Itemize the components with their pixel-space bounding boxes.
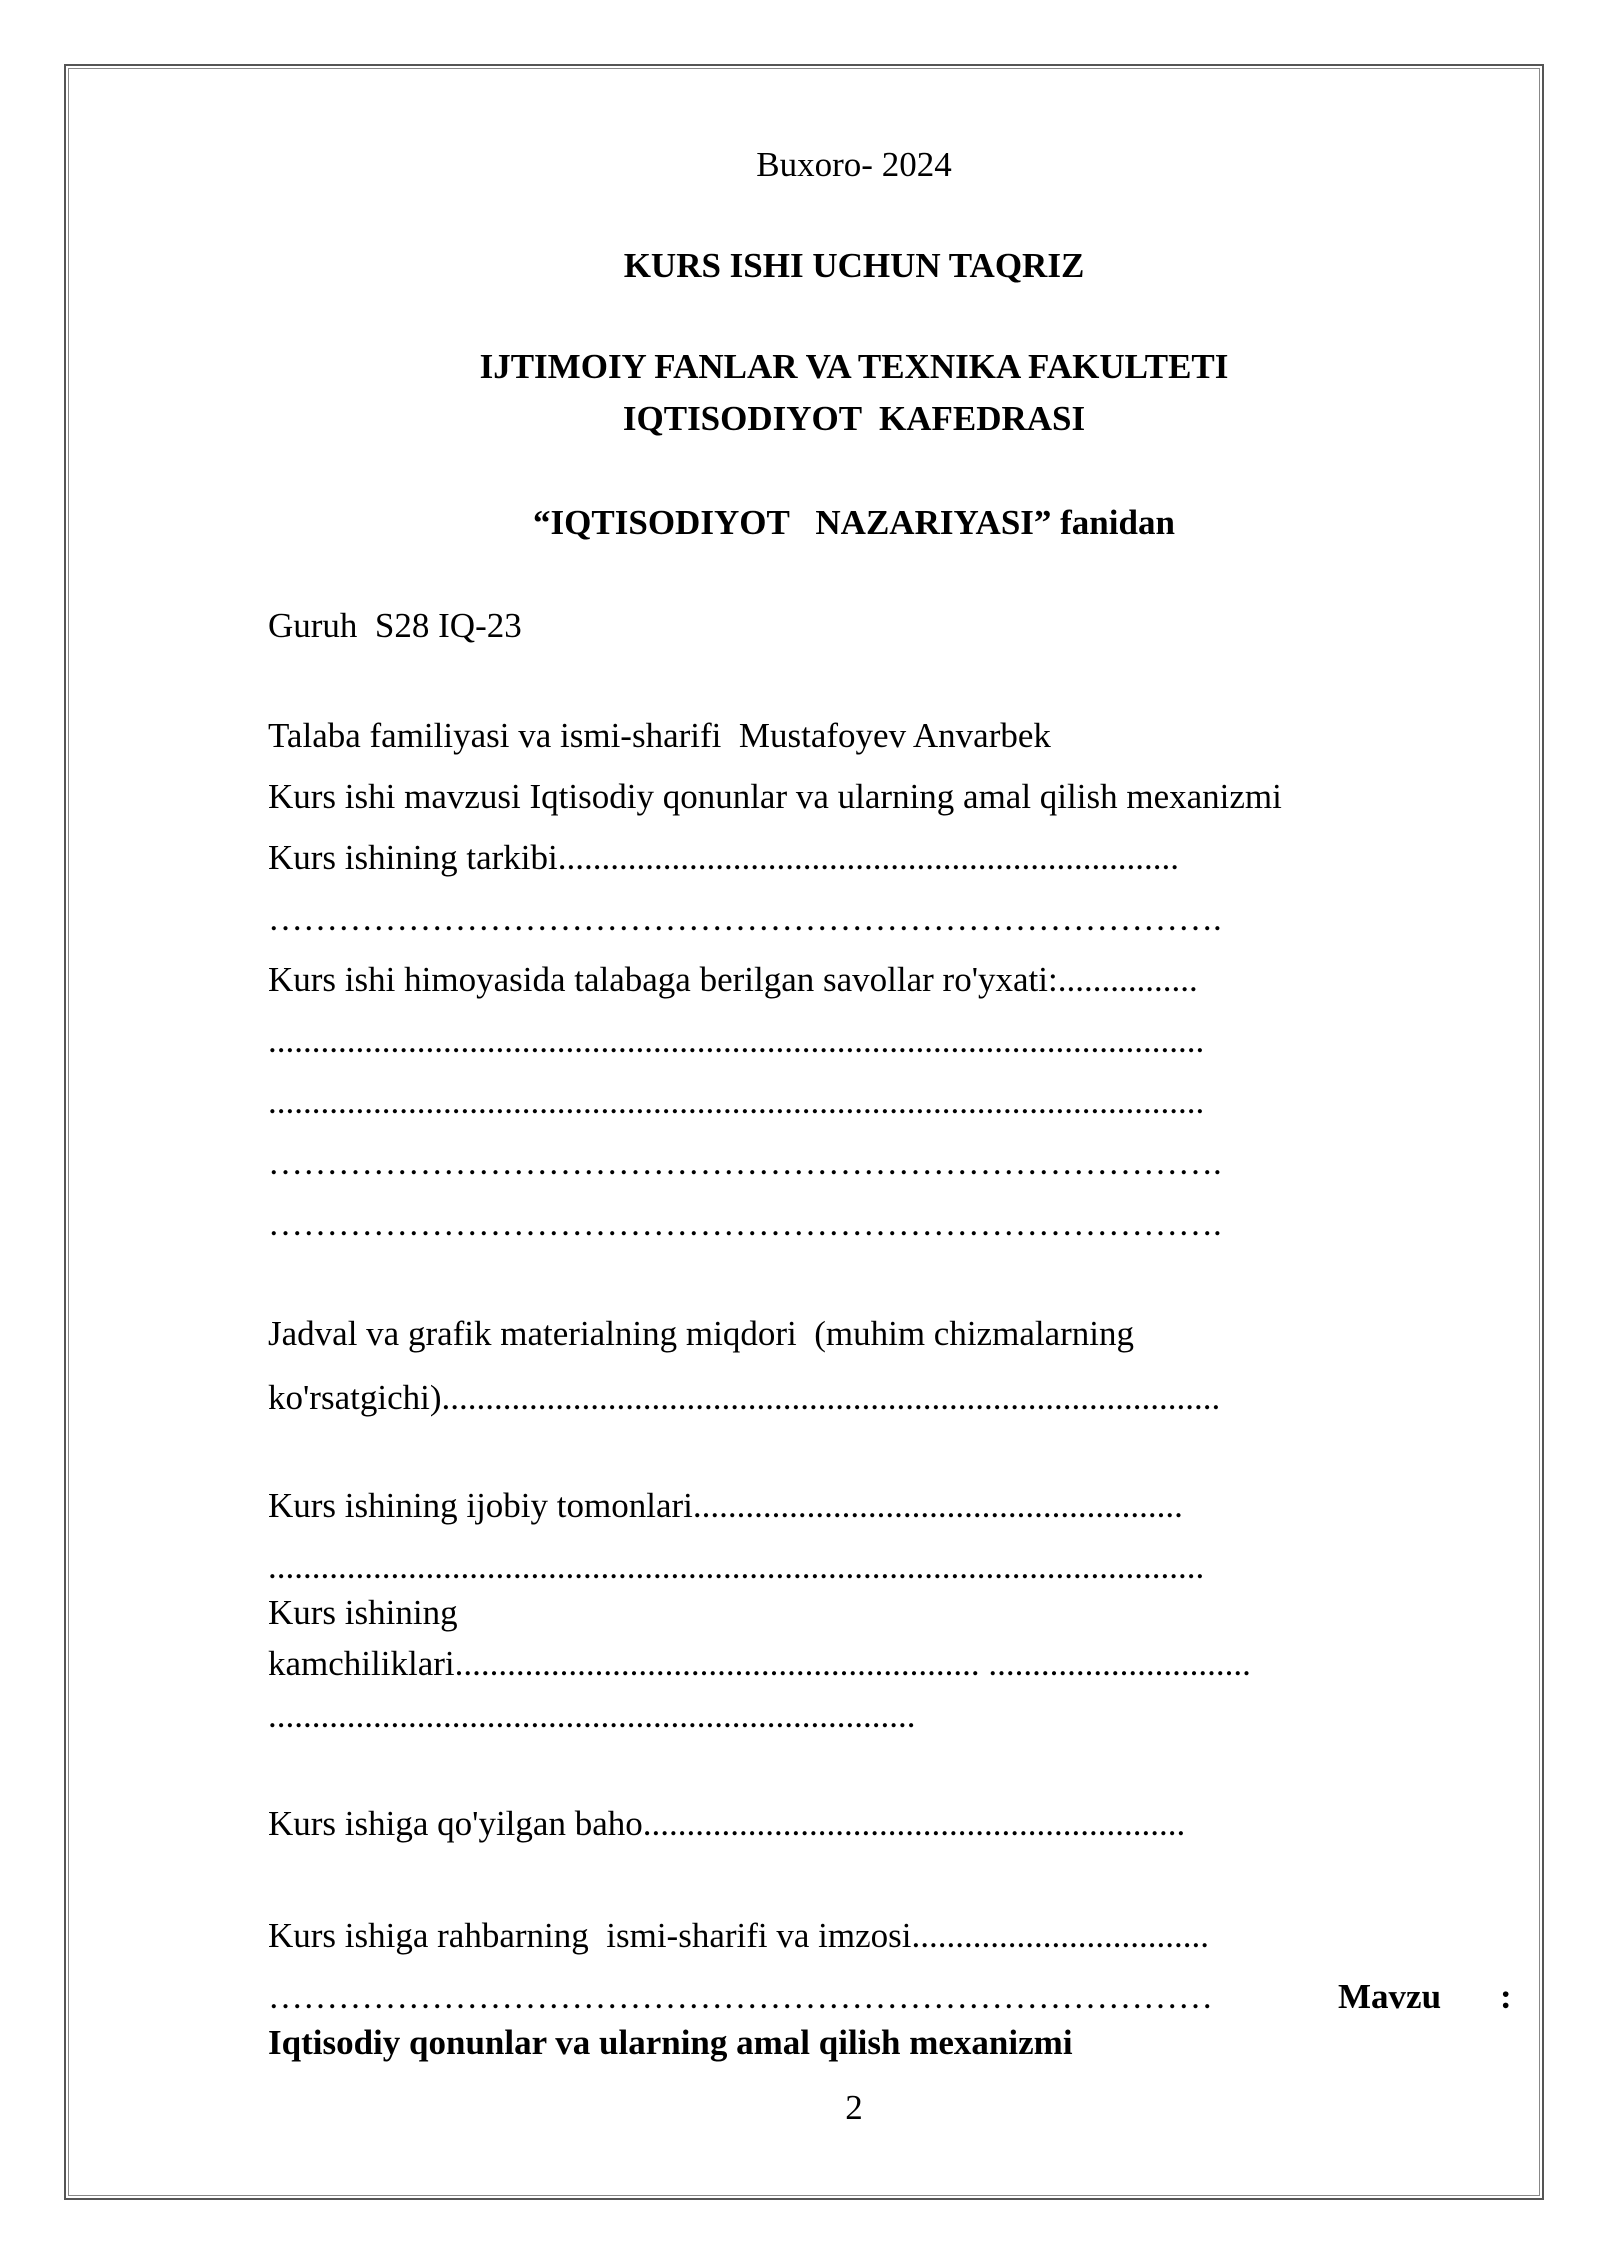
- subject-name: “IQTISODIYOT NAZARIYASI” fanidan: [533, 503, 1175, 542]
- mavzu-value: Iqtisodiy qonunlar va ularning amal qilish mexanizmi: [268, 2023, 1073, 2062]
- questions-blank-2: ...........................................................................................................: [268, 1082, 1205, 1121]
- tables-line-cont: ko'rsatgichi).........................................................................................: [268, 1378, 1221, 1417]
- shortcomings-line: kamchiliklari............................................................ ..............................: [268, 1644, 1251, 1683]
- positives-continuation: ...........................................................................................................: [268, 1547, 1205, 1586]
- questions-blank-3: ……………………………………………………………………….: [268, 1143, 1222, 1182]
- department-name: IQTISODIYOT KAFEDRASI: [622, 399, 1086, 438]
- shortcomings-label: Kurs ishining: [268, 1593, 458, 1632]
- tables-line: Jadval va grafik materialning miqdori (muhim chizmalarning: [268, 1314, 1134, 1353]
- city-year: Buxoro- 2024: [756, 145, 952, 184]
- group-line: Guruh S28 IQ-23: [268, 606, 522, 645]
- review-title: KURS ISHI UCHUN TAQRIZ: [623, 246, 1085, 285]
- faculty-name: IJTIMOIY FANLAR VA TEXNIKA FAKULTETI: [479, 347, 1229, 386]
- questions-blank-4: ……………………………………………………………………….: [268, 1204, 1222, 1243]
- supervisor-continuation: ………………………………………………………………………: [268, 1977, 1213, 2016]
- supervisor-line: Kurs ishiga rahbarning ismi-sharifi va imzosi..................................: [268, 1916, 1209, 1955]
- grade-line: Kurs ishiga qo'yilgan baho..............................................................: [268, 1804, 1186, 1843]
- student-line: Talaba familiyasi va ismi-sharifi Mustafoyev Anvarbek: [268, 716, 1051, 755]
- questions-line: Kurs ishi himoyasida talabaga berilgan savollar ro'yxati:................: [268, 960, 1198, 999]
- positives-line: Kurs ishining ijobiy tomonlari........................................................: [268, 1486, 1183, 1525]
- mavzu-label: Mavzu: [1338, 1977, 1442, 2016]
- structure-continuation: ……………………………………………………………………….: [268, 899, 1222, 938]
- mavzu-colon: :: [1500, 1977, 1512, 2016]
- page-number: 2: [845, 2088, 863, 2127]
- questions-blank-1: ...........................................................................................................: [268, 1021, 1205, 1060]
- structure-line: Kurs ishining tarkibi.......................................................................: [268, 838, 1179, 877]
- shortcomings-continuation: ..........................................................................: [268, 1696, 916, 1735]
- topic-line: Kurs ishi mavzusi Iqtisodiy qonunlar va ularning amal qilish mexanizmi: [268, 777, 1282, 816]
